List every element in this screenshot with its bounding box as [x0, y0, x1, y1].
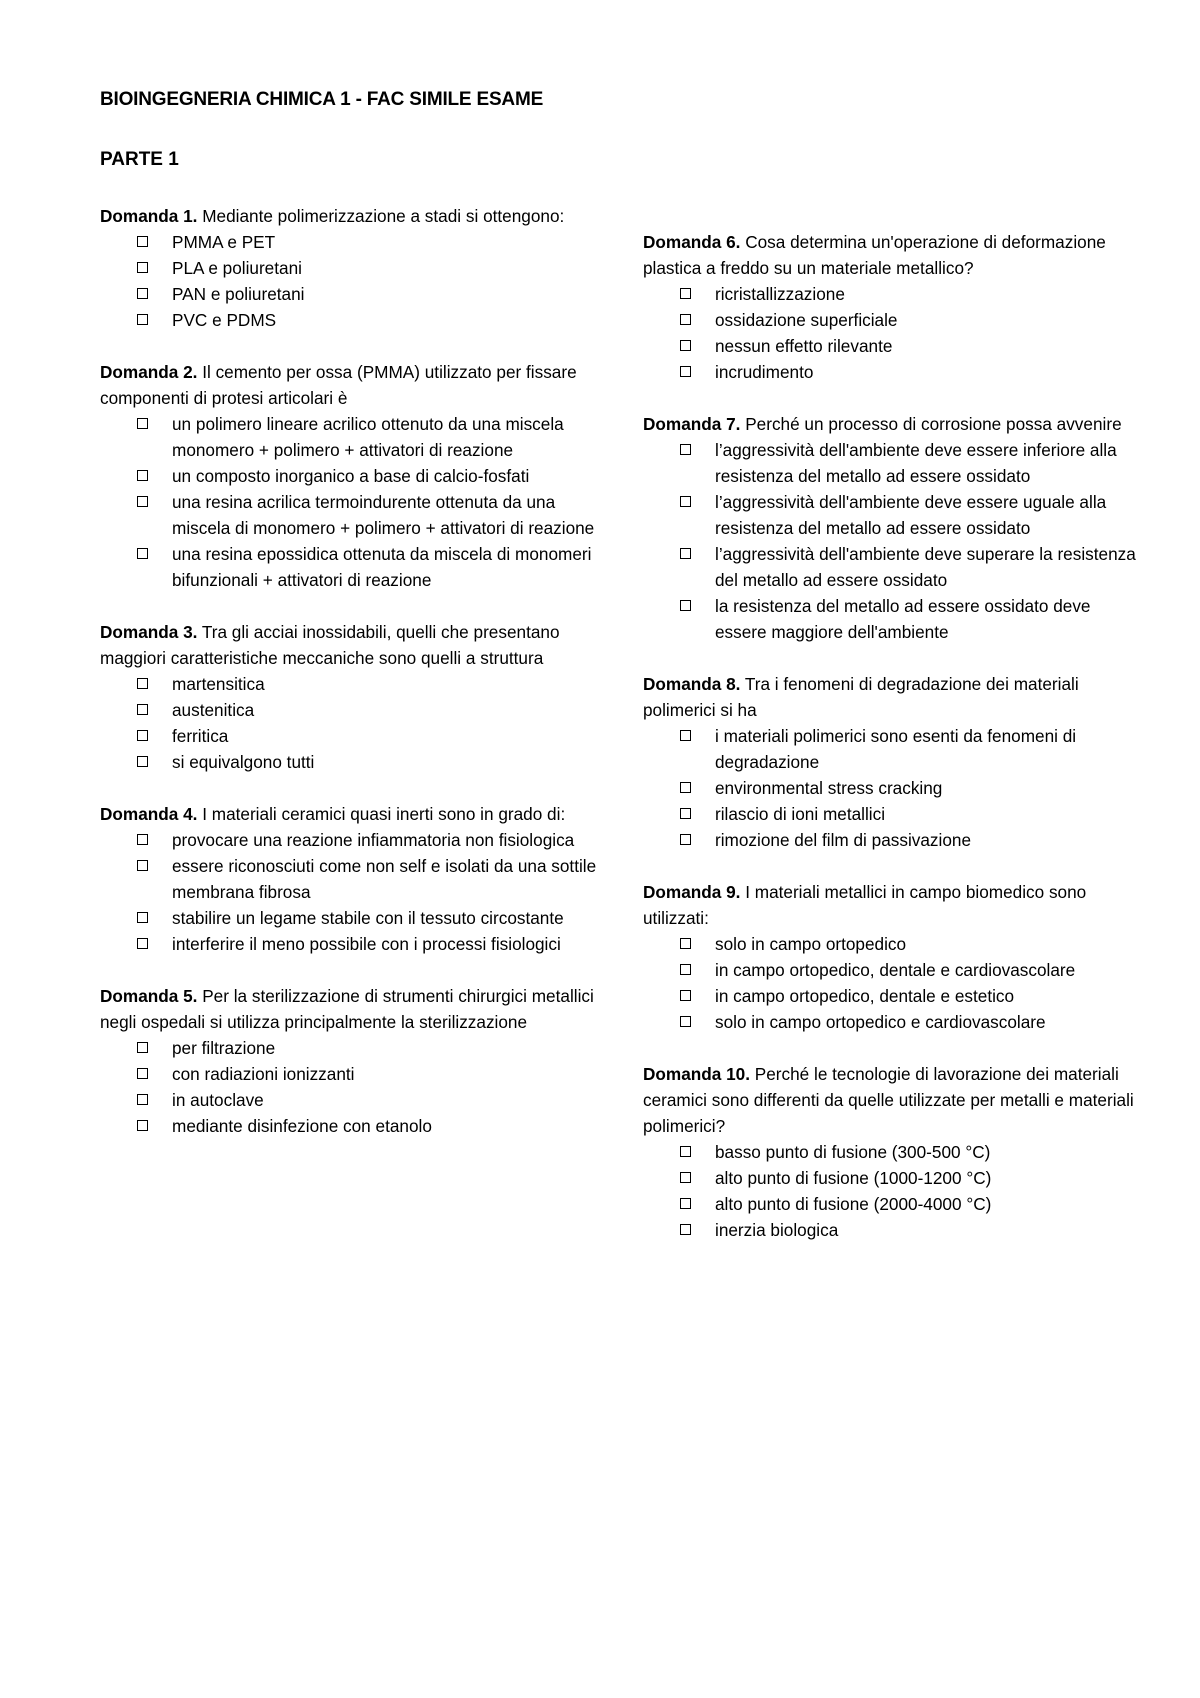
answer-options [100, 411, 600, 593]
answer-option-text: una resina epossidica ottenuta da miscela di monomeri bifunzionali + attivatori di reazione [172, 544, 592, 590]
checkbox-icon[interactable] [137, 704, 148, 715]
checkbox-icon[interactable] [680, 1224, 691, 1235]
question-text [100, 203, 600, 229]
checkbox-icon[interactable] [680, 288, 691, 299]
question-block [643, 1061, 1143, 1243]
question-block [643, 879, 1143, 1035]
question-body: Perché un processo di corrosione possa avvenire [745, 414, 1122, 434]
answer-option[interactable] [100, 723, 600, 749]
answer-option[interactable] [100, 749, 600, 775]
checkbox-icon[interactable] [680, 600, 691, 611]
answer-option[interactable] [643, 827, 1143, 853]
answer-option[interactable] [100, 1035, 600, 1061]
answer-options [100, 229, 600, 333]
answer-option[interactable] [100, 463, 600, 489]
answer-option-text: solo in campo ortopedico e cardiovascolare [715, 1012, 1046, 1032]
checkbox-icon[interactable] [680, 808, 691, 819]
answer-option-text: stabilire un legame stabile con il tessuto circostante [172, 908, 564, 928]
answer-option[interactable] [100, 255, 600, 281]
answer-option[interactable] [643, 541, 1143, 593]
checkbox-icon[interactable] [137, 1094, 148, 1105]
question-body: Mediante polimerizzazione a stadi si ottengono: [202, 206, 565, 226]
checkbox-icon[interactable] [137, 756, 148, 767]
answer-option[interactable] [643, 801, 1143, 827]
answer-option-text: per filtrazione [172, 1038, 276, 1058]
right-question-column [643, 229, 1143, 1269]
question-block [100, 983, 600, 1139]
checkbox-icon[interactable] [680, 366, 691, 377]
checkbox-icon[interactable] [137, 860, 148, 871]
question-body: Tra i fenomeni di degradazione dei materiali polimerici si ha [643, 674, 1079, 720]
answer-option-text: rilascio di ioni metallici [715, 804, 886, 824]
question-text [643, 411, 1143, 437]
checkbox-icon[interactable] [137, 262, 148, 273]
answer-option-text: nessun effetto rilevante [715, 336, 893, 356]
question-label: Domanda 1. [100, 206, 198, 226]
answer-option-text: un composto inorganico a base di calcio-fosfati [172, 466, 530, 486]
checkbox-icon[interactable] [137, 548, 148, 559]
answer-option[interactable] [100, 1061, 600, 1087]
question-body: Per la sterilizzazione di strumenti chirurgici metallici negli ospedali si utilizza principalmente la sterilizzazione [100, 986, 594, 1032]
answer-option[interactable] [643, 307, 1143, 333]
answer-option[interactable] [100, 489, 600, 541]
answer-option-text: un polimero lineare acrilico ottenuto da una miscela monomero + polimero + attivatori di reazione [172, 414, 564, 460]
answer-option-text: l’aggressività dell'ambiente deve essere inferiore alla resistenza del metallo ad essere ossidato [715, 440, 1117, 486]
question-text [643, 671, 1143, 723]
answer-option-text: in campo ortopedico, dentale e estetico [715, 986, 1015, 1006]
answer-options [100, 671, 600, 775]
answer-option-text: incrudimento [715, 362, 814, 382]
answer-option-text: solo in campo ortopedico [715, 934, 907, 954]
question-body: Tra gli acciai inossidabili, quelli che presentano maggiori caratteristiche meccaniche sono quelli a struttura [100, 622, 560, 668]
question-label: Domanda 6. [643, 232, 741, 252]
answer-option-text: con radiazioni ionizzanti [172, 1064, 355, 1084]
answer-option[interactable] [643, 983, 1143, 1009]
checkbox-icon[interactable] [137, 496, 148, 507]
checkbox-icon[interactable] [137, 938, 148, 949]
answer-option[interactable] [100, 281, 600, 307]
question-text [100, 801, 600, 827]
checkbox-icon[interactable] [137, 1042, 148, 1053]
answer-option-text: essere riconosciuti come non self e isolati da una sottile membrana fibrosa [172, 856, 597, 902]
answer-option[interactable] [643, 1191, 1143, 1217]
answer-options [643, 437, 1143, 645]
checkbox-icon[interactable] [680, 1172, 691, 1183]
answer-option-text: una resina acrilica termoindurente ottenuta da una miscela di monomero + polimero + attivatori di reazione [172, 492, 595, 538]
answer-option-text: la resistenza del metallo ad essere ossidato deve essere maggiore dell'ambiente [715, 596, 1091, 642]
answer-option-text: l’aggressività dell'ambiente deve superare la resistenza del metallo ad essere ossidato [715, 544, 1136, 590]
question-text [643, 1061, 1143, 1139]
question-body: I materiali metallici in campo biomedico sono utilizzati: [643, 882, 1087, 928]
answer-option[interactable] [643, 723, 1143, 775]
answer-option[interactable] [643, 1217, 1143, 1243]
answer-option[interactable] [643, 1009, 1143, 1035]
question-block [100, 359, 600, 593]
question-label: Domanda 8. [643, 674, 741, 694]
answer-option-text: alto punto di fusione (1000-1200 °C) [715, 1168, 992, 1188]
answer-option-text: in campo ortopedico, dentale e cardiovascolare [715, 960, 1076, 980]
answer-option-text: ferritica [172, 726, 229, 746]
checkbox-icon[interactable] [137, 418, 148, 429]
question-block [100, 203, 600, 333]
checkbox-icon[interactable] [680, 730, 691, 741]
answer-option[interactable] [100, 697, 600, 723]
checkbox-icon[interactable] [680, 314, 691, 325]
answer-option-text: basso punto di fusione (300-500 °C) [715, 1142, 991, 1162]
answer-option[interactable] [100, 905, 600, 931]
answer-option-text: in autoclave [172, 1090, 264, 1110]
part-heading: PARTE 1 [100, 149, 179, 170]
answer-option-text: PVC e PDMS [172, 310, 277, 330]
checkbox-icon[interactable] [680, 964, 691, 975]
question-body: Perché le tecnologie di lavorazione dei materiali ceramici sono differenti da quelle utilizzate per metalli e materiali polimerici? [643, 1064, 1134, 1136]
checkbox-icon[interactable] [137, 314, 148, 325]
question-block [100, 619, 600, 775]
checkbox-icon[interactable] [137, 1068, 148, 1079]
answer-option[interactable] [100, 1087, 600, 1113]
answer-option-text: l’aggressività dell'ambiente deve essere uguale alla resistenza del metallo ad essere ossidato [715, 492, 1107, 538]
checkbox-icon[interactable] [137, 678, 148, 689]
answer-option[interactable] [643, 333, 1143, 359]
checkbox-icon[interactable] [137, 912, 148, 923]
checkbox-icon[interactable] [680, 990, 691, 1001]
answer-option[interactable] [643, 489, 1143, 541]
answer-options [100, 827, 600, 957]
document-title: BIOINGEGNERIA CHIMICA 1 - FAC SIMILE ESAME [100, 89, 544, 110]
answer-option[interactable] [643, 1165, 1143, 1191]
answer-option[interactable] [100, 1113, 600, 1139]
answer-option[interactable] [100, 931, 600, 957]
checkbox-icon[interactable] [680, 444, 691, 455]
checkbox-icon[interactable] [137, 834, 148, 845]
answer-options [100, 1035, 600, 1139]
question-block [643, 671, 1143, 853]
checkbox-icon[interactable] [680, 1016, 691, 1027]
answer-option[interactable] [100, 827, 600, 853]
answer-options [643, 723, 1143, 853]
checkbox-icon[interactable] [680, 340, 691, 351]
question-text [643, 879, 1143, 931]
answer-option-text: ricristallizzazione [715, 284, 845, 304]
answer-option[interactable] [100, 229, 600, 255]
answer-option-text: inerzia biologica [715, 1220, 839, 1240]
question-block [100, 801, 600, 957]
answer-option[interactable] [100, 671, 600, 697]
answer-option[interactable] [643, 957, 1143, 983]
answer-option-text: ossidazione superficiale [715, 310, 898, 330]
answer-option-text: i materiali polimerici sono esenti da fenomeni di degradazione [715, 726, 1077, 772]
answer-option-text: rimozione del film di passivazione [715, 830, 972, 850]
answer-option[interactable] [643, 931, 1143, 957]
answer-option-text: interferire il meno possibile con i processi fisiologici [172, 934, 561, 954]
question-label: Domanda 9. [643, 882, 741, 902]
question-text [643, 229, 1143, 281]
question-label: Domanda 4. [100, 804, 198, 824]
answer-option[interactable] [100, 541, 600, 593]
answer-option-text: austenitica [172, 700, 255, 720]
checkbox-icon[interactable] [680, 938, 691, 949]
question-text [100, 983, 600, 1035]
question-text [100, 359, 600, 411]
answer-option-text: PLA e poliuretani [172, 258, 302, 278]
checkbox-icon[interactable] [137, 236, 148, 247]
answer-option-text: alto punto di fusione (2000-4000 °C) [715, 1194, 992, 1214]
checkbox-icon[interactable] [137, 288, 148, 299]
answer-option[interactable] [100, 411, 600, 463]
answer-option[interactable] [643, 593, 1143, 645]
answer-option-text: PMMA e PET [172, 232, 276, 252]
checkbox-icon[interactable] [137, 470, 148, 481]
answer-option-text: si equivalgono tutti [172, 752, 315, 772]
checkbox-icon[interactable] [137, 1120, 148, 1131]
checkbox-icon[interactable] [680, 1198, 691, 1209]
checkbox-icon[interactable] [680, 834, 691, 845]
answer-options [643, 1139, 1143, 1243]
question-block [643, 229, 1143, 385]
answer-option[interactable] [100, 307, 600, 333]
answer-option[interactable] [643, 437, 1143, 489]
question-block [643, 411, 1143, 645]
question-label: Domanda 10. [643, 1064, 750, 1084]
left-question-column [100, 203, 600, 1165]
checkbox-icon[interactable] [680, 782, 691, 793]
answer-options [643, 281, 1143, 385]
question-body: Il cemento per ossa (PMMA) utilizzato per fissare componenti di protesi articolari è [100, 362, 577, 408]
question-label: Domanda 2. [100, 362, 198, 382]
answer-option[interactable] [643, 359, 1143, 385]
question-label: Domanda 3. [100, 622, 198, 642]
checkbox-icon[interactable] [680, 496, 691, 507]
answer-option[interactable] [643, 775, 1143, 801]
answer-option-text: provocare una reazione infiammatoria non fisiologica [172, 830, 575, 850]
question-body: I materiali ceramici quasi inerti sono in grado di: [202, 804, 566, 824]
answer-option[interactable] [100, 853, 600, 905]
question-label: Domanda 7. [643, 414, 741, 434]
checkbox-icon[interactable] [137, 730, 148, 741]
answer-option-text: PAN e poliuretani [172, 284, 305, 304]
question-label: Domanda 5. [100, 986, 198, 1006]
answer-option-text: environmental stress cracking [715, 778, 943, 798]
answer-option[interactable] [643, 281, 1143, 307]
question-body: Cosa determina un'operazione di deformazione plastica a freddo su un materiale metallico? [643, 232, 1106, 278]
question-text [100, 619, 600, 671]
answer-option-text: mediante disinfezione con etanolo [172, 1116, 432, 1136]
answer-option-text: martensitica [172, 674, 265, 694]
answer-option[interactable] [643, 1139, 1143, 1165]
checkbox-icon[interactable] [680, 1146, 691, 1157]
answer-options [643, 931, 1143, 1035]
checkbox-icon[interactable] [680, 548, 691, 559]
